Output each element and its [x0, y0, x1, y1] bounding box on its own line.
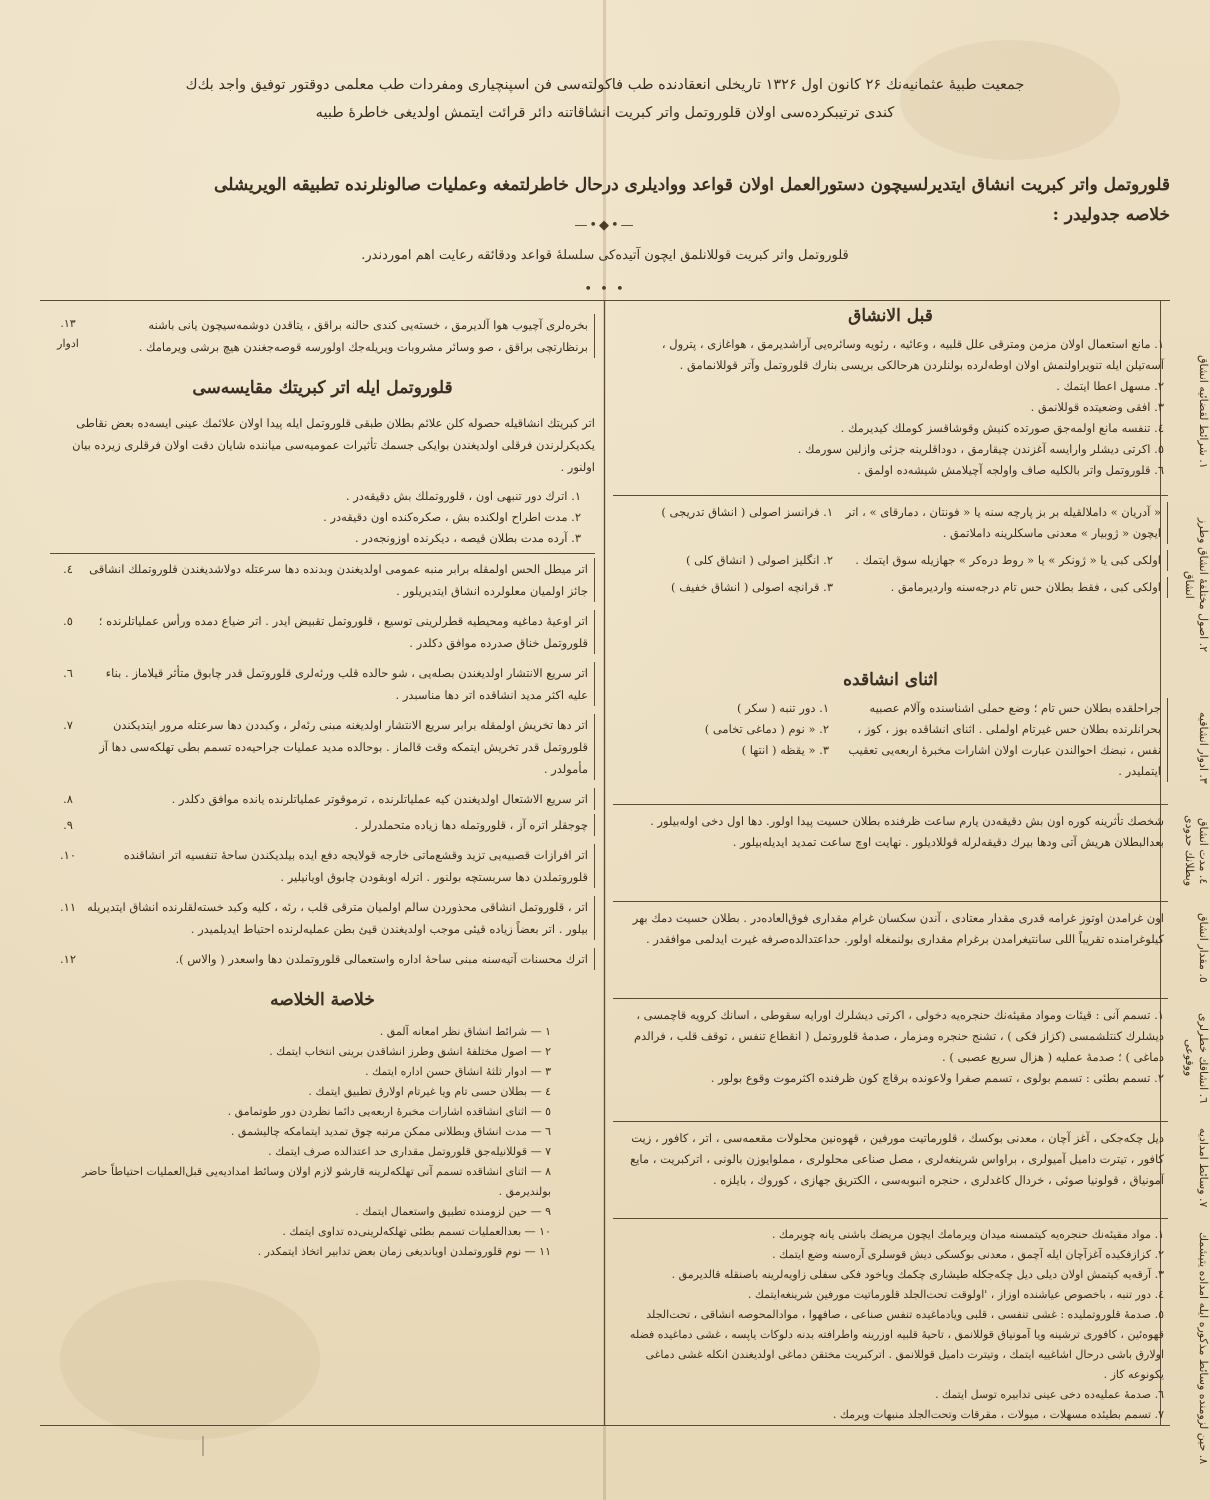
- row-text: اتر اوعیهٔ دماغیه ومحیطیه قطرلرینی توسیع ، قلوروتمل تقبیض ایدر . اتر ضیاع دمده ورأس عملیاتلرنده ؛ قلوروتمل خناق صدرده موافق دکلدر .: [86, 610, 595, 654]
- section-quantity: [613, 906, 1210, 994]
- emergency-item: ۷. تسمم بطیئده مسهلات ، میولات ، مقرقات وتحت‌الجلد منبهات ویرمك .: [832, 1408, 1164, 1421]
- section-duration: [613, 809, 1210, 897]
- row-number: ۱۲.: [59, 952, 76, 966]
- row-text: اتر میطل الحس اولمقله برابر منبه عمومی اولدیغندن وبدنده دها سرعتله دولاشدیغندن قلوروتملك انشاقی جائز اولمیان معلولرده انشاق ایتدیریلور .: [86, 558, 595, 602]
- aids-text: دیل چکه‌جکی ، آغز آچان ، معدنی بوکسك ، قلورماتیت مورفین ، قهوه‌نین محلولات مقعمه‌سی ، اتر ، کافور ، زیت کافور ، تیترت دامیل آمیولری ، براواس شرینغه‌لری ، مصل صناعی محلولری ، مملوایوزن بالونی ، اترکبریت ، مایع آمونیاق ، قولونیا صوئی ، خردال کاغدلری ، حنجره انبوبه‌سی ، الکتریق جهازی ، کوروك ، بایلزه .: [630, 1131, 1164, 1187]
- method-row: [613, 502, 1168, 544]
- row-text: [86, 314, 595, 358]
- side-label-dangers: ٦. انشاقك خطرلری ووقوعی: [1183, 1012, 1210, 1104]
- section-separator: [613, 901, 1168, 902]
- row-text: اترك محسنات آتیه‌سنه مبنی ساحهٔ اداره واستعمالی قلوروتملدن دها واسعدر ( والاس ).: [86, 948, 595, 970]
- section-phases: [613, 696, 1210, 800]
- comparison-intro: اتر کبریتك انشاقیله حصوله کلن علائم بطلان طبقی قلوروتمل ایله پیدا اولان علائمك عینی ایسه‌ده بعض نقاطی یکدیکرلرندن فرقلی اولدیغندن بوایکی جسمك تأثیرات عمومیه‌سی میاننده شایان دقت اولان فرقلری زیرده بیان اولنور .: [72, 416, 595, 474]
- row-number: ۱۱.: [59, 900, 76, 914]
- document-subtitle: قلوروتمل واتر کبریت انشاق ایتدیرلسیچون دستورالعمل اولان قواعد ووادیلری درحال خاطرلتمغه وعملیات صالونلرنده تطبیقه الویریشلی خلاصه جدولیدر :: [214, 175, 1170, 225]
- table-bottom-rule: [40, 1425, 1170, 1426]
- row-number: ٥.: [63, 614, 73, 628]
- row-line: بخره‌لری آچیوب هوا آلدیرمق ، خسته‌یی کندی حالنه براقق ، یتاقدن دوشمه‌سیچون یانی باشنه: [148, 318, 588, 332]
- quantity-text: اون غرامدن اوتوز غرامه قدری مقدار معتادی ، آندن سکسان غرام مقداری فوق‌العاده‌در . بطلان حسیت دمك بهر کیلوغرامنده تقریباً اللی سانتیغرامدن برغرام مقداری بولنمغله اولور. حداعتدالده‌صرفه غیرت ایدلمی موافقدر .: [632, 911, 1164, 946]
- emergency-item: ۳. آرقه‌یه کیتمش اولان دیلی دیل چکه‌جکله طیشاری چکمك ویاخود فکی سفلی زاویه‌لرینه باصنقله قالدیرمق .: [671, 1268, 1164, 1281]
- header-line-2: کندی ترتیبکرده‌سی اولان قلوروتمل واتر کبریت انشاقاتنه دائر قرائت ایتمش اولدیغی خاطرهٔ طبیه: [315, 105, 895, 121]
- method-description: « آدریان » داملالقیله بر بز پارچه سنه یا « فونتان ، دمارقای » ، اتر ایچون « ژوبیار » معدنی ماسکلرینه داملاتمق .: [837, 502, 1168, 544]
- top-instruction-row: [50, 314, 595, 358]
- list-item: ٤. تنفسه مانع اولمه‌جق صورتده کنیش وقوشاقسز کوملك کیدیرمك .: [840, 421, 1164, 435]
- emergency-item: ۱. مواد مقیئه‌نك حنجره‌یه کیتمسنه میدان ویرمامك ایچون مریضك باشنی یانه چویرمك .: [771, 1228, 1164, 1241]
- row-number: ۹.: [63, 818, 73, 832]
- row-text: اتر سریع الاشتعال اولدیغندن کیه عملیاتلرنده ، ترموقوتر عملیاتلرنده یانده موافق دکلدر .: [86, 788, 595, 810]
- summary-item: ۱۰ — بعدالعملیات تسمم بطئی تهلکه‌لرینی‌ده تداوی ایتمك .: [282, 1225, 551, 1238]
- row-text: اتر دها تخریش اولمقله برابر سریع الانتشار اولدیغنه مبنی رئه‌لر ، وکبددن دها سرعتله مرور ایتدیکندن قلوروتمل قدر تخریش ایتمکه وقت قالماز . بوحالده مدید عملیات جراحیه‌ده تسمم بطی تهلکه‌سی دها آز مأمولدر .: [86, 714, 595, 780]
- list-item: ٥. اکرتی دیشلر وارایسه آغزندن چیقارمق ، دوداقلرینه جزئی وازلین سورمك .: [797, 442, 1164, 456]
- ornament-divider: —•◆•—: [574, 218, 636, 233]
- method-description: اولکی کبی ، فقط بطلان حس تام درجه‌سنه واردیرمامق .: [837, 577, 1168, 598]
- emergency-item: ٥. صدمهٔ قلوروتملیده : غشی تنفسی ، قلبی ویادماغیده تنفس صناعی ، صافهوا ، موادالمحوصه انشاقی ، تحت‌الجلد قهوه‌ئین ، کافوری ترشینه ویا آمونیاق قوللانمق ، تاحیهٔ قلبیه اوزرینه واطرافته بدنه دلوکات یاپسه ، غشی دماغیده فضله اولارق باشی درحال اشاغییه ایتمك ، وتیترت دامیل قوللانمق . اترکبریت مختقن دماغی اولدیغندن انکله غشی دماغی یکونوعه کاز .: [629, 1308, 1164, 1381]
- comparison-row: [50, 610, 595, 654]
- side-label-emergency: ۸. حین لزومنده وسائط مذکوره ایله امداده یتیشمك: [1197, 1231, 1210, 1465]
- danger-item: ۲. تسمم بطئی : تسمم بولوی ، تسمم صفرا ولاعونده برقاچ کون ظرفنده اکثرموت وقوع بولور .: [710, 1071, 1164, 1085]
- comparison-item: ۱. اترك دور تنبهی اون ، قلوروتملك بش دقیقه‌در .: [345, 489, 581, 503]
- side-label-aids: ۷. وسائط امدادیه: [1197, 1128, 1210, 1208]
- comparison-item: ۲. مدت اطراح اولکنده بش ، صکره‌کنده اون دقیقه‌در .: [323, 510, 581, 524]
- side-label-conditions: ۱. شرائط لقضائیه انشاق: [1197, 355, 1210, 469]
- comparison-row: [50, 788, 595, 810]
- comparison-row: [50, 814, 595, 836]
- method-row: [613, 577, 1168, 598]
- phase-item: ۱. دور تنبه ( سکر ): [737, 701, 829, 715]
- comparison-title: قلوروتمل ایله اتر کبریتك مقایسه‌سی: [192, 378, 453, 398]
- header-line-1: جمعیت طبیهٔ عثمانیه‌نك ۲۶ کانون اول ۱۳۲۶ تاریخلی انعقادنده طب فاکولته‌سی فن اسپنچیاری ومفردات طب معلمی دوقتور توفیق واجد بك‌ك: [185, 77, 1025, 93]
- summary-item: ۸ — اثنای انشاقده تسمم آنی تهلکه‌لرینه قارشو لازم اولان وسائط امدادیه‌یی قبل‌العملیات احتیاطاً حاضر بولندیرمق .: [82, 1165, 551, 1198]
- row-text: اتر سریع الانتشار اولدیغندن بصله‌یی ، شو حالده قلب ورئه‌لری قلوروتمل قدر چابوق متأثر قیلاماز . بناء علیه اکثر مدید انشاقده اتر دها مناسبدر .: [86, 662, 595, 706]
- document-header: [160, 72, 1050, 126]
- ornament-divider: • • •: [584, 282, 626, 297]
- row-number: ۸.: [63, 792, 73, 806]
- row-number: ۱۰.: [59, 848, 76, 862]
- comparison-row: [50, 558, 595, 602]
- list-item: ۲. مسهل اعطا ایتمك .: [1056, 379, 1164, 393]
- method-name: ۱. فرانسز اصولی ( انشاق تدریجی ): [661, 505, 833, 519]
- comparison-row: [50, 896, 595, 940]
- section-title-before: قبل الانشاق: [848, 306, 933, 326]
- summary-title: خلاصة الخلاصه: [270, 990, 375, 1010]
- section-separator: [613, 1121, 1168, 1122]
- list-item: ۳. افقی وضعیتده قوللانمق .: [1030, 400, 1164, 414]
- comparison-row: [50, 844, 595, 888]
- summary-item: ۷ — قوللانیله‌جق قلوروتمل مقداری حد اعتدالده صرف ایتمك .: [268, 1145, 551, 1158]
- section-separator: [613, 804, 1168, 805]
- summary-item: ۱ — شرائط انشاق نظر امعانه آلمق .: [379, 1025, 551, 1038]
- row-line: برنظارتچی براقق ، صو وسائر مشروبات ویریله‌جك اولورسه قوصه‌جغندن هیچ برشی ویرمامك .: [138, 340, 588, 354]
- side-label-phases: ۳. ادوار انشاقیه: [1197, 712, 1210, 784]
- comparison-row: [50, 948, 595, 970]
- pencil-mark: [202, 1436, 204, 1456]
- comparison-row: [50, 714, 595, 780]
- summary-list: [50, 1022, 595, 1262]
- phases-description: جراحلقده بطلان حس تام ؛ وضع حملی اشناسنده وآلام عصبیه بحرانلرنده بطلان حس غیرتام اولملی . اثنای انشاقده بوز ، کوز ، نفس ، نبضك احوالندن عبارت اولان اشارات مخبرهٔ اربعه‌یی تعقیب ایتملیدر .: [833, 698, 1168, 782]
- section-title-during: اثنای انشاقده: [843, 670, 938, 690]
- summary-item: ٥ — اثنای انشاقده اشارات مخبرهٔ اربعه‌یی دائما نظردن دور طوتمامق .: [227, 1105, 551, 1118]
- comparison-row: [50, 662, 595, 706]
- column-divider: [604, 300, 605, 1425]
- summary-item: ٦ — مدت انشاق وبطلانی ممکن مرتبه چوق تمدید ایتمامکه چالیشمق .: [230, 1125, 551, 1138]
- list-item: ۱. مانع استعمال اولان مزمن ومترقی علل قلبیه ، وعائیه ، رئویه وسائره‌یی آراشدیرمق ، هواغازی ، پترول ،: [661, 337, 1164, 351]
- section-separator: [613, 998, 1168, 999]
- side-label-duration: ٤. مدت انشاق وبطلانك حدودی: [1183, 815, 1210, 887]
- emergency-item: ٤. دور تنبه ، باخصوص عیاشنده اوزاز ، 'اولوقت تحت‌الجلد قلورماتیت مورفین شرینغه‌ایتمك .: [747, 1288, 1164, 1301]
- row-text: اتر ، قلوروتمل انشاقی محذوردن سالم اولمیان مترقی قلب ، رئه ، کلیه وکبد خسته‌لقلرنده انشاق ایتدیریله بیلور . اتر بعضاً زیاده قیئی موجب اولدیغندن قیئ بطن عملیه‌لرنده احتیاط ایدیلمیدر .: [86, 896, 595, 940]
- comparison-first-list: [50, 486, 595, 549]
- comparison-item: ۳. آرده مدت بطلان قیصه ، دیکرنده اوزونجه‌در .: [354, 531, 581, 545]
- section-emergency: [613, 1223, 1210, 1477]
- summary-item: ۹ — حین لزومنده تطبیق واستعمال ایتمك .: [355, 1205, 551, 1218]
- phase-item: ۳. « یقظه ( انتها ): [741, 743, 829, 757]
- intro-note: قلوروتمل واتر کبریت قوللانلمق ایچون آتیده‌کی سلسلهٔ قواعد ودقائقه رعایت اهم اموردندر.: [361, 248, 849, 263]
- side-label-methods: ۲. اصول مختلفهٔ انشاق وطرز انشاق: [1183, 517, 1210, 653]
- duration-text: شخصك تأثرینه کوره اون بش دقیقه‌دن یارم ساعت ظرفنده بطلان حسیت پیدا اولور. دها اول دخی اوله‌بیلور . بعدالبطلان هریش آتی ودها بیرك دقیقه‌لرله قوللادیلور . نهایت اوچ ساعت تمدید ایدیله‌بیلور .: [650, 814, 1164, 849]
- row-number: ٦.: [63, 666, 73, 680]
- list-item: آسه‌تیلن ایله تنویراولنمش اولان اوطه‌لرده بولنلردن هرحالکی بریسی بنارك قلوروتمل وآتر قوللانمامق .: [679, 358, 1164, 372]
- emergency-item: ۲. کزازفکیده آغزآچان ایله آچمق ، معدنی بوکسکی دیش قوسلری آره‌سنه وضع ایتمك .: [772, 1248, 1164, 1261]
- phases-row: [613, 698, 1168, 782]
- emergency-item: ٦. صدمهٔ عملیه‌ده دخی عینی تدابیره توسل ایتمك .: [935, 1388, 1164, 1401]
- method-name: ۳. قرانچه اصولی ( انشاق خفیف ): [671, 580, 833, 594]
- phase-item: ۲. « نوم ( دماغی تخامی ): [704, 722, 829, 736]
- method-description: اولکی کبی یا « ژونکر » یا « روط دره‌کر » جهازیله سوق ایتمك .: [837, 550, 1168, 571]
- side-label-quantity: ٥. مقدار انشاق: [1197, 913, 1210, 983]
- right-column: [613, 300, 1210, 1465]
- danger-item: ۱. تسمم آنی : قیئات ومواد مقیئه‌نك حنجره‌یه دخولی ، اکرتی دیشلرك اورایه سقوطی ، اسانك کرویه قاچمسی ، دیشلرك کنتلشمسی (کزاز فکی ) ، تشنج حنجره ومزمار ، صدمهٔ قلوروتمل ( انقطاع تنفس ، توقف قلب ، فرالدم دماغی ) ؛ صدمهٔ عملیه ( هزال سریع عصبی ) .: [634, 1008, 1164, 1064]
- row-label: ۱۳. ادوار: [57, 317, 79, 350]
- summary-item: ۲ — اصول مختلفهٔ انشق وطرز انشاقدن برینی انتخاب ایتمك .: [269, 1045, 551, 1058]
- row-number: ۷.: [63, 718, 73, 732]
- row-text: چوجقلر اتره آز ، قلوروتمله دها زیاده متحملدرلر .: [86, 814, 595, 836]
- section-conditions: [613, 332, 1210, 491]
- summary-item: ۱۱ — نوم قلوروتملدن اویاندیغی زمان بعض تدابیر اتخاذ ایتمکدر .: [257, 1245, 551, 1258]
- phases-list: [613, 698, 833, 782]
- summary-item: ٤ — بطلان حسی تام ویا غیرتام اولارق تطبیق ایتمك .: [308, 1085, 551, 1098]
- section-methods: [613, 500, 1210, 664]
- section-separator: [613, 1218, 1168, 1219]
- left-column: [50, 300, 595, 1425]
- section-dangers: [613, 1003, 1210, 1117]
- section-separator: [613, 495, 1168, 496]
- method-name: ۲. انگلیز اصولی ( انشاق کلی ): [685, 553, 833, 567]
- method-row: [613, 550, 1168, 571]
- section-separator: [50, 553, 595, 554]
- row-text: اتر افرازات قصبیه‌یی تزید وقشع‌ماتی خارجه قولایجه دفع ایده بیلدیکندن ساحهٔ تنفسیه اتر انشاقنده قلوروتملدن دها سربستچه بولنور . اترله اوبقودن چابوق اویانیلیر .: [86, 844, 595, 888]
- summary-item: ۳ — ادوار ثلثهٔ انشاق حسن اداره ایتمك .: [365, 1065, 551, 1078]
- section-aids: [613, 1126, 1210, 1214]
- row-number: ٤.: [63, 562, 73, 576]
- list-item: ٦. قلوروتمل واتر بالکلیه صاف واولجه آچیلامش شیشه‌ده اولمق .: [857, 463, 1164, 477]
